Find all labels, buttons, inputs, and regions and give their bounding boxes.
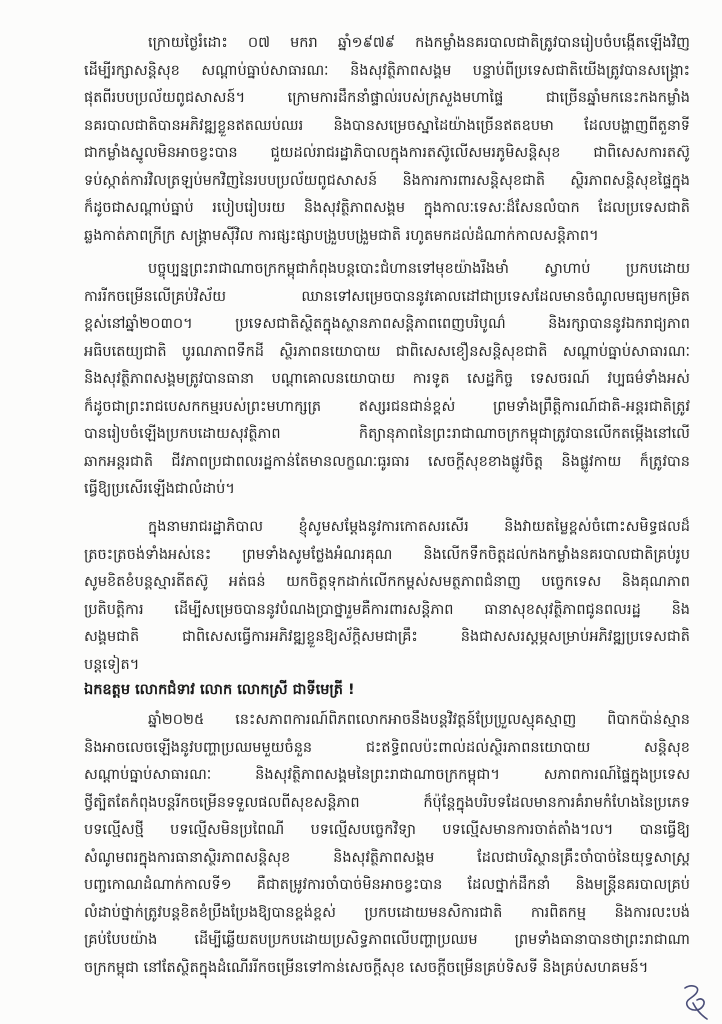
text-line: ខ្ពស់នៅឆ្នាំ២០៣០។ ប្រទេសជាតិស្ថិតក្នុងស្ថានភាពសន្តិភាពពេញបរិបូណ៌ និងរក្សាបាននូវឯករាជ្យភាព <box>84 316 690 332</box>
text-line: ប្រតិបត្តិការ ដើម្បីសម្រេចបាននូវបំណងប្រាថ្នារួមគឺការពារសន្តិភាព ធានាសុខសុវត្ថិភាពជូនពលរដ្ឋ និង <box>84 601 690 618</box>
handwritten-initial-signature <box>676 982 714 1022</box>
text-line: សំណូមពរក្នុងការធានាស្ថិរភាពសន្តិសុខ និងសុវត្ថិភាពសង្គម ដែលជាបរិស្ថានគ្រឹះចាំបាច់នៃយុទ្ធសាស្ត្រ <box>84 849 690 866</box>
text-line: គ្រប់បែបយ៉ាង ដើម្បីឆ្លើយតបប្រកបដោយប្រសិទ្ធភាពលើបញ្ហាប្រឈម ព្រមទាំងធានាបានថាព្រះរាជាណា <box>84 932 690 948</box>
text-line: ក៏ដូចជាព្រះរាជបេសកកម្មរបស់ព្រះមហាក្សត្រ ឥស្សរជនជាន់ខ្ពស់ ព្រមទាំងព្រឹត្តិការណ៍ជាតិ-អន្តរជាតិត្រូវ <box>84 398 690 415</box>
text-line: សង្គមជាតិ ជាពិសេសធ្វើការអភិវឌ្ឍខ្លួនឱ្យស័ក្តិសមជាគ្រឹះ និងជាសសរស្តម្ភសម្រាប់អភិវឌ្ឍប្រទេសជាតិ <box>84 629 690 645</box>
salutation-heading: ឯកឧត្តម លោកជំទាវ លោក លោកស្រី ជាទីមេត្រី ! <box>84 682 355 698</box>
text-line: បានរៀបចំឡើងប្រកបដោយសុវត្ថិភាព កិត្យានុភាពនៃព្រះរាជាណាចក្រកម្ពុជាត្រូវបានលើកតម្កើងនៅលើ <box>84 426 690 442</box>
text-line: បច្ចុប្បន្នព្រះរាជាណាចក្រកម្ពុជាកំពុងបន្តបោះជំហានទៅមុខយ៉ាងរឹងមាំ ស្វាហាប់ ប្រកបដោយ <box>148 261 690 277</box>
text-line: ធ្វើឱ្យប្រសើរឡើងជាលំដាប់។ <box>84 481 235 497</box>
text-line: បន្តទៀត។ <box>84 656 140 673</box>
text-line: ជាកម្លាំងស្នូលមិនអាចខ្វះបាន ជួយដល់រាជរដ្ឋាភិបាលក្នុងការតស៊ូលើសមរភូមិសន្តិសុខ ជាពិសេសការតស៊ូ <box>84 145 690 161</box>
text-line: ទប់ស្កាត់ការវិលត្រឡប់មកវិញនៃរបបប្រល័យពូជសាសន៍ និងការការពារសន្តិសុខជាតិ ស្ថិរភាពសន្តិសុខផ្ទៃក្នុង <box>84 172 690 189</box>
text-line: ត្រចះត្រចង់ទាំងអស់នេះ ព្រមទាំងសូមថ្លែងអំណរគុណ និងលើកទឹកចិត្តដល់កងកម្លាំងនគរបាលជាតិគ្រប់រូប <box>84 546 690 563</box>
text-line: ចក្រកម្ពុជា នៅតែស្ថិតក្នុងដំណើររីកចម្រើនទៅកាន់សេចក្តីសុខ សេចក្តីចម្រើនគ្រប់ទិសទី និងគ្រប់សហគមន៍។ <box>84 959 649 976</box>
text-line: នគរបាលជាតិបានអភិវឌ្ឍខ្លួនឥតឈប់ឈរ និងបានសម្រេចស្នាដៃយ៉ាងច្រើនឥតឧបមា ដែលបង្ហាញពីតួនាទី <box>84 117 690 134</box>
paragraph-4 <box>84 707 690 982</box>
text-line: ក្រោយថ្ងៃរំដោះ ០៧ មករា ឆ្នាំ១៩៧៩ កងកម្លាំងនគរបាលជាតិត្រូវបានរៀបចំបង្កើតឡើងវិញ <box>148 35 690 51</box>
text-line: ឆ្នាំ២០២៥ នេះសភាពការណ៍ពិភពលោកអាចនឹងបន្តវិវត្តន៍ប្រែប្រួលស្មុគស្មាញ ពិបាកប៉ាន់ស្មាន <box>148 712 690 728</box>
text-line: ក្នុងនាមរាជរដ្ឋាភិបាល ខ្ញុំសូមសម្តែងនូវការកោតសរសើរ និងវាយតម្លៃខ្ពស់ចំពោះសមិទ្ធផលដ៏ <box>148 519 690 535</box>
paragraph-1 <box>84 30 690 250</box>
text-line: បញ្ចកោណដំណាក់កាលទី១ គឺជាតម្រូវការចាំបាច់មិនអាចខ្វះបាន ដែលថ្នាក់ដឹកនាំ និងមន្ត្រីនគរបាលគ្រប់ <box>84 877 690 893</box>
text-line: ដើម្បីរក្សាសន្តិសុខ សណ្តាប់ធ្នាប់សាធារណៈ និងសុវត្ថិភាពសង្គម បន្ទាប់ពីប្រទេសជាតិយើងត្រូវបានសង្គ្រោះ <box>84 62 690 79</box>
text-line: ក៏ដូចជាសណ្តាប់ធ្នាប់ របៀបរៀបរយ និងសុវត្ថិភាពសង្គម ក្នុងកាលៈទេសៈដ៏សែនលំបាក ដែលប្រទេសជាតិ <box>84 200 690 216</box>
text-line: សណ្តាប់ធ្នាប់សាធារណៈ និងសុវត្ថិភាពសង្គមនៃព្រះរាជាណាចក្រកម្ពុជា។ សភាពការណ៍ផ្ទៃក្នុងប្រទេស <box>84 767 690 783</box>
text-line: ការរីកចម្រើនលើគ្រប់វិស័យ ឈានទៅសម្រេចបាននូវគោលដៅជាប្រទេសដែលមានចំណូលមធ្យមកម្រិត <box>84 288 690 305</box>
text-line: ឆាកអន្តរជាតិ ជីវភាពប្រជាពលរដ្ឋកាន់តែមានលក្ខណៈធូរធារ សេចក្តីសុខខាងផ្លូវចិត្ត និងផ្លូវកាយ ក៏ត្រូវបាន <box>84 453 690 470</box>
text-line: អធិបតេយ្យជាតិ បូរណភាពទឹកដី ស្ថិរភាពនយោបាយ ជាពិសេសខឿនសន្តិសុខជាតិ សណ្តាប់ធ្នាប់សាធារណៈ <box>84 343 690 360</box>
paragraph-3 <box>84 514 690 679</box>
text-line: សូមខិតខំបន្តស្មារតីតស៊ូ អត់ធន់ យកចិត្តទុកដាក់លើកកម្ពស់សមត្ថភាពជំនាញ បច្ចេកទេស និងគុណភាព <box>84 574 690 590</box>
text-line: ថ្វីត្បិតតែកំពុងបន្តរីកចម្រើនទទួលផលពីសុខសន្តិភាព ក៏ប៉ុន្តែក្នុងបរិបទដែលមានការគំរាមកំហែងនៃប្រភេទ <box>84 794 690 811</box>
text-line: ផុតពីរបបប្រល័យពូជសាសន៍។ ក្រោមការដឹកនាំផ្ទាល់របស់ក្រសួងមហាផ្ទៃ ជាច្រើនឆ្នាំមកនេះកងកម្លាំង <box>84 90 690 106</box>
text-line: ឆ្លងកាត់ភាពក្រីក្រ សង្គ្រាមស៊ីវិល ការផ្សះផ្សាបង្រួបបង្រួមជាតិ រហូតមកដល់ដំណាក់កាលសន្តិភាព។ <box>84 227 599 244</box>
text-line: និងអាចលេចឡើងនូវបញ្ហាប្រឈមមួយចំនួន ជះឥទ្ធិពលប៉ះពាល់ដល់ស្ថិរភាពនយោបាយ សន្តិសុខ <box>84 739 690 756</box>
text-line: និងសុវត្ថិភាពសង្គមត្រូវបានធានា បណ្តាគោលនយោបាយ ការទូត សេដ្ឋកិច្ច ទេសចរណ៍ វប្បធម៌ទាំងអស់ <box>84 371 690 387</box>
text-line: លំដាប់ថ្នាក់ត្រូវបន្តខិតខំប្រឹងប្រែងឱ្យបានខ្ពង់ខ្ពស់ ប្រកបដោយមនសិការជាតិ ការពិតកម្ម និងការលះបង់ <box>84 904 690 921</box>
text-line: បទល្មើសថ្មី បទល្មើសមិនប្រពៃណី បទល្មើសបច្ចេកវិទ្យា បទល្មើសមានការចាត់តាំង។ល។ បានធ្វើឱ្យ <box>84 822 690 838</box>
paragraph-2 <box>84 256 690 504</box>
